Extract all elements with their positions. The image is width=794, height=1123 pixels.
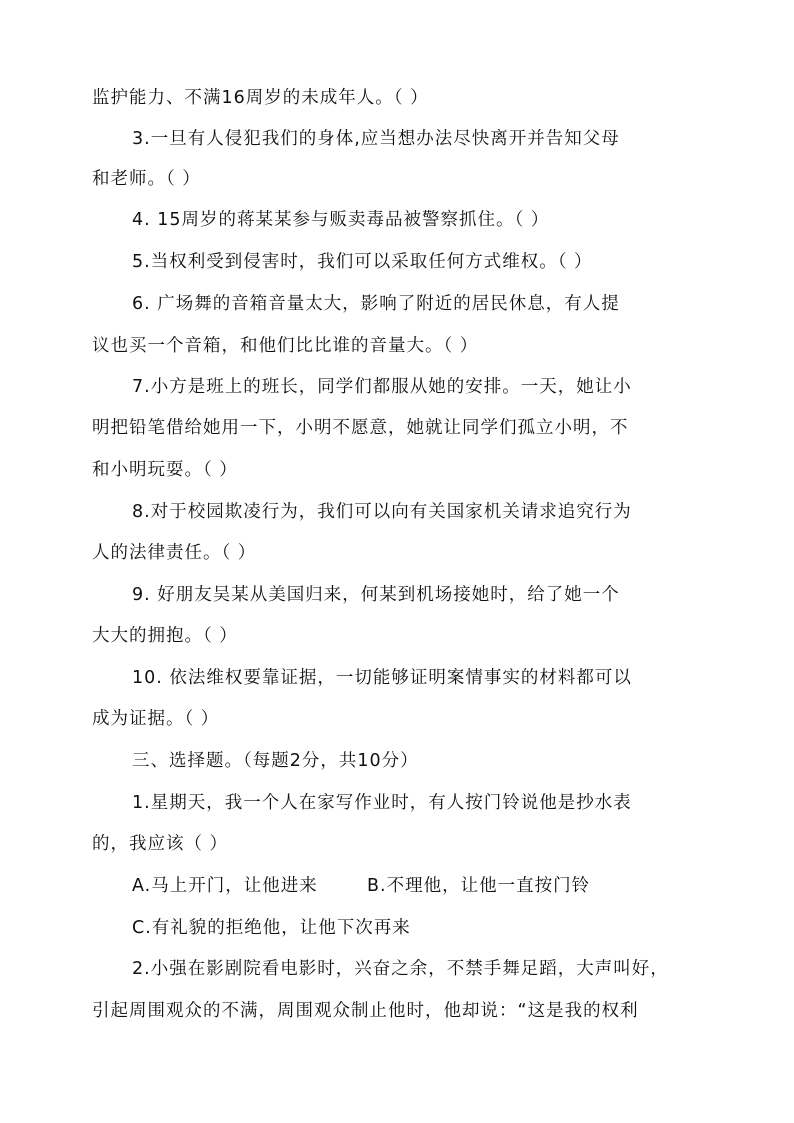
question-10-line-2: 成为证据。（ ） [92, 709, 220, 729]
question-8-line-2: 人的法律责任。（ ） [92, 543, 257, 563]
question-9-line-1: 9. 好朋友吴某从美国归来，何某到机场接她时，给了她一个 [132, 585, 620, 605]
text-line: 监护能力、不满16周岁的未成年人。（ ） [92, 88, 429, 108]
question-3-line-2: 和老师。（ ） [92, 169, 201, 189]
option-c: C.有礼貌的拒绝他，让他下次再来 [132, 918, 411, 938]
question-3-line-1: 3.一旦有人侵犯我们的身体,应当想办法尽快离开并告知父母 [132, 129, 620, 149]
question-7-line-3: 和小明玩耍。（ ） [92, 460, 238, 480]
question-7-line-1: 7.小方是班上的班长，同学们都服从她的安排。一天，她让小 [132, 377, 632, 397]
choice-options-row [132, 874, 704, 898]
choice-question-2-line-1: 2.小强在影剧院看电影时，兴奋之余，不禁手舞足蹈，大声叫好， [132, 959, 669, 979]
question-4: 4. 15周岁的蒋某某参与贩卖毒品被警察抓住。（ ） [132, 210, 550, 230]
choice-question-1-line-2: 的，我应该（ ） [92, 834, 229, 854]
question-5: 5.当权利受到侵害时，我们可以采取任何方式维权。（ ） [132, 252, 593, 272]
question-6-line-1: 6. 广场舞的音箱音量太大，影响了附近的居民休息，有人提 [132, 294, 620, 314]
choice-question-2-line-2: 引起周围观众的不满，周围观众制止他时，他却说：“这是我的权利 [92, 1001, 639, 1021]
question-9-line-2: 大大的拥抱。（ ） [92, 626, 238, 646]
question-10-line-1: 10. 依法维权要靠证据，一切能够证明案情事实的材料都可以 [132, 668, 632, 688]
question-6-line-2: 议也买一个音箱，和他们比比谁的音量大。（ ） [92, 336, 479, 356]
choice-question-1-line-1: 1.星期天，我一个人在家写作业时，有人按门铃说他是抄水表 [132, 793, 632, 813]
question-8-line-1: 8.对于校园欺凌行为，我们可以向有关国家机关请求追究行为 [132, 502, 632, 522]
section-heading: 三、选择题。（每题2分，共10分） [132, 751, 419, 771]
option-b: B.不理他，让他一直按门铃 [367, 876, 591, 896]
option-a: A.马上开门，让他进来 [132, 876, 318, 896]
question-7-line-2: 明把铅笔借给她用一下，小明不愿意，她就让同学们孤立小明，不 [92, 418, 629, 438]
